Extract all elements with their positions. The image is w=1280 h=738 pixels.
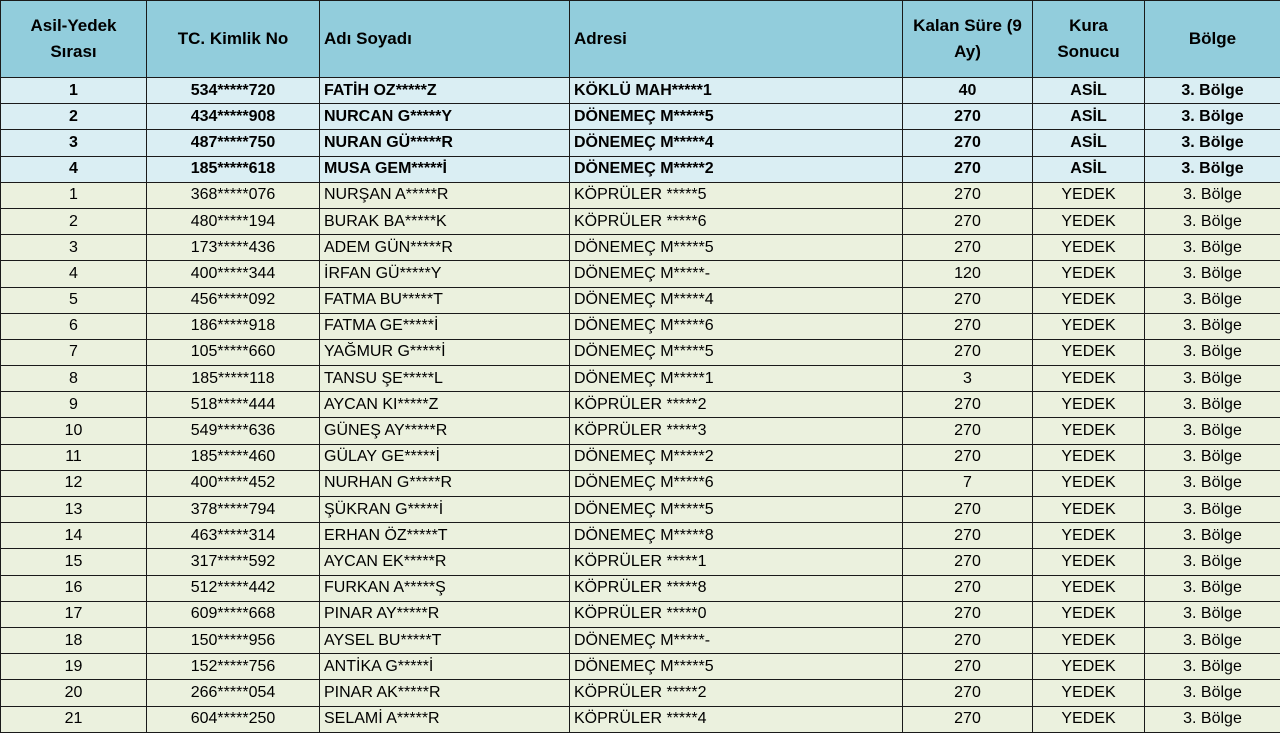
cell-adres: DÖNEMEÇ M*****8	[570, 523, 903, 549]
cell-sira: 16	[1, 575, 147, 601]
cell-tc-kimlik: 105*****660	[147, 339, 320, 365]
cell-kalan-sure: 270	[903, 680, 1033, 706]
cell-kalan-sure: 270	[903, 130, 1033, 156]
cell-kura-sonucu: YEDEK	[1033, 523, 1145, 549]
table-row	[1, 182, 1280, 208]
cell-kura-sonucu: YEDEK	[1033, 470, 1145, 496]
cell-adres: DÖNEMEÇ M*****4	[570, 130, 903, 156]
table-row	[1, 392, 1280, 418]
cell-tc-kimlik: 534*****720	[147, 78, 320, 104]
cell-tc-kimlik: 186*****918	[147, 313, 320, 339]
cell-kalan-sure: 270	[903, 444, 1033, 470]
cell-sira: 8	[1, 366, 147, 392]
cell-ad-soyad: GÜNEŞ AY*****R	[320, 418, 570, 444]
cell-ad-soyad: NURŞAN A*****R	[320, 182, 570, 208]
cell-adres: DÖNEMEÇ M*****5	[570, 497, 903, 523]
cell-tc-kimlik: 463*****314	[147, 523, 320, 549]
cell-tc-kimlik: 185*****460	[147, 444, 320, 470]
cell-tc-kimlik: 604*****250	[147, 706, 320, 732]
cell-sira: 2	[1, 104, 147, 130]
cell-kura-sonucu: YEDEK	[1033, 339, 1145, 365]
cell-sira: 21	[1, 706, 147, 732]
cell-tc-kimlik: 378*****794	[147, 497, 320, 523]
table-row	[1, 470, 1280, 496]
table-row	[1, 654, 1280, 680]
cell-kalan-sure: 270	[903, 287, 1033, 313]
cell-kura-sonucu: YEDEK	[1033, 208, 1145, 234]
cell-kalan-sure: 3	[903, 366, 1033, 392]
header-row	[1, 1, 1280, 78]
cell-tc-kimlik: 150*****956	[147, 627, 320, 653]
cell-ad-soyad: GÜLAY GE*****İ	[320, 444, 570, 470]
table-row	[1, 78, 1280, 104]
header-tc-kimlik: TC. Kimlik No	[147, 1, 320, 78]
cell-ad-soyad: ERHAN ÖZ*****T	[320, 523, 570, 549]
cell-adres: DÖNEMEÇ M*****2	[570, 444, 903, 470]
table-row	[1, 261, 1280, 287]
cell-bolge: 3. Bölge	[1145, 287, 1280, 313]
cell-kura-sonucu: YEDEK	[1033, 235, 1145, 261]
table-row	[1, 444, 1280, 470]
cell-kura-sonucu: YEDEK	[1033, 549, 1145, 575]
cell-adres: DÖNEMEÇ M*****5	[570, 339, 903, 365]
cell-ad-soyad: AYSEL BU*****T	[320, 627, 570, 653]
cell-bolge: 3. Bölge	[1145, 235, 1280, 261]
cell-sira: 18	[1, 627, 147, 653]
cell-tc-kimlik: 609*****668	[147, 601, 320, 627]
cell-sira: 6	[1, 313, 147, 339]
cell-adres: KÖPRÜLER *****8	[570, 575, 903, 601]
table-row	[1, 575, 1280, 601]
cell-sira: 12	[1, 470, 147, 496]
table-body	[1, 78, 1280, 733]
cell-bolge: 3. Bölge	[1145, 497, 1280, 523]
table-row	[1, 156, 1280, 182]
cell-sira: 1	[1, 78, 147, 104]
cell-bolge: 3. Bölge	[1145, 549, 1280, 575]
cell-bolge: 3. Bölge	[1145, 208, 1280, 234]
table-row	[1, 418, 1280, 444]
cell-kura-sonucu: YEDEK	[1033, 182, 1145, 208]
cell-ad-soyad: FATİH OZ*****Z	[320, 78, 570, 104]
cell-ad-soyad: NURHAN G*****R	[320, 470, 570, 496]
cell-adres: KÖPRÜLER *****0	[570, 601, 903, 627]
cell-adres: KÖPRÜLER *****3	[570, 418, 903, 444]
cell-bolge: 3. Bölge	[1145, 627, 1280, 653]
cell-kura-sonucu: YEDEK	[1033, 706, 1145, 732]
cell-kalan-sure: 270	[903, 104, 1033, 130]
table-row	[1, 208, 1280, 234]
cell-sira: 11	[1, 444, 147, 470]
cell-kalan-sure: 270	[903, 627, 1033, 653]
cell-kura-sonucu: YEDEK	[1033, 418, 1145, 444]
cell-bolge: 3. Bölge	[1145, 654, 1280, 680]
cell-ad-soyad: ANTİKA G*****İ	[320, 654, 570, 680]
cell-kalan-sure: 270	[903, 182, 1033, 208]
cell-kura-sonucu: YEDEK	[1033, 366, 1145, 392]
cell-bolge: 3. Bölge	[1145, 418, 1280, 444]
cell-kura-sonucu: ASİL	[1033, 104, 1145, 130]
cell-tc-kimlik: 185*****118	[147, 366, 320, 392]
header-kura-sonucu: Kura Sonucu	[1033, 1, 1145, 78]
cell-sira: 17	[1, 601, 147, 627]
cell-bolge: 3. Bölge	[1145, 601, 1280, 627]
cell-tc-kimlik: 400*****452	[147, 470, 320, 496]
table-row	[1, 706, 1280, 732]
cell-kalan-sure: 270	[903, 235, 1033, 261]
cell-adres: DÖNEMEÇ M*****5	[570, 104, 903, 130]
cell-adres: DÖNEMEÇ M*****6	[570, 313, 903, 339]
cell-tc-kimlik: 512*****442	[147, 575, 320, 601]
cell-kura-sonucu: YEDEK	[1033, 444, 1145, 470]
cell-tc-kimlik: 266*****054	[147, 680, 320, 706]
table-row	[1, 339, 1280, 365]
cell-kura-sonucu: YEDEK	[1033, 313, 1145, 339]
cell-adres: KÖPRÜLER *****6	[570, 208, 903, 234]
cell-ad-soyad: BURAK BA*****K	[320, 208, 570, 234]
header-kalan-sure: Kalan Süre (9 Ay)	[903, 1, 1033, 78]
table-row	[1, 366, 1280, 392]
cell-sira: 15	[1, 549, 147, 575]
table-row	[1, 104, 1280, 130]
header-adres: Adresi	[570, 1, 903, 78]
cell-adres: DÖNEMEÇ M*****6	[570, 470, 903, 496]
cell-adres: KÖPRÜLER *****1	[570, 549, 903, 575]
cell-kalan-sure: 270	[903, 156, 1033, 182]
cell-kalan-sure: 270	[903, 523, 1033, 549]
cell-ad-soyad: MUSA GEM*****İ	[320, 156, 570, 182]
header-sira: Asil-Yedek Sırası	[1, 1, 147, 78]
table-row	[1, 680, 1280, 706]
cell-kura-sonucu: YEDEK	[1033, 497, 1145, 523]
cell-tc-kimlik: 480*****194	[147, 208, 320, 234]
cell-bolge: 3. Bölge	[1145, 575, 1280, 601]
cell-kura-sonucu: YEDEK	[1033, 680, 1145, 706]
cell-bolge: 3. Bölge	[1145, 313, 1280, 339]
cell-kura-sonucu: YEDEK	[1033, 261, 1145, 287]
cell-kura-sonucu: YEDEK	[1033, 287, 1145, 313]
cell-tc-kimlik: 368*****076	[147, 182, 320, 208]
cell-sira: 13	[1, 497, 147, 523]
cell-bolge: 3. Bölge	[1145, 444, 1280, 470]
cell-kalan-sure: 270	[903, 549, 1033, 575]
cell-ad-soyad: FATMA BU*****T	[320, 287, 570, 313]
cell-ad-soyad: AYCAN KI*****Z	[320, 392, 570, 418]
cell-tc-kimlik: 152*****756	[147, 654, 320, 680]
cell-adres: KÖPRÜLER *****2	[570, 392, 903, 418]
cell-ad-soyad: PINAR AK*****R	[320, 680, 570, 706]
cell-ad-soyad: AYCAN EK*****R	[320, 549, 570, 575]
cell-ad-soyad: NURCAN G*****Y	[320, 104, 570, 130]
cell-ad-soyad: PINAR AY*****R	[320, 601, 570, 627]
cell-sira: 5	[1, 287, 147, 313]
cell-kalan-sure: 270	[903, 418, 1033, 444]
cell-ad-soyad: ADEM GÜN*****R	[320, 235, 570, 261]
cell-sira: 3	[1, 235, 147, 261]
cell-sira: 9	[1, 392, 147, 418]
cell-sira: 1	[1, 182, 147, 208]
cell-bolge: 3. Bölge	[1145, 339, 1280, 365]
cell-adres: KÖPRÜLER *****4	[570, 706, 903, 732]
cell-adres: KÖKLÜ MAH*****1	[570, 78, 903, 104]
cell-bolge: 3. Bölge	[1145, 680, 1280, 706]
cell-ad-soyad: FURKAN A*****Ş	[320, 575, 570, 601]
table-row	[1, 549, 1280, 575]
cell-bolge: 3. Bölge	[1145, 470, 1280, 496]
cell-bolge: 3. Bölge	[1145, 523, 1280, 549]
cell-bolge: 3. Bölge	[1145, 104, 1280, 130]
cell-kalan-sure: 270	[903, 313, 1033, 339]
cell-sira: 14	[1, 523, 147, 549]
cell-bolge: 3. Bölge	[1145, 78, 1280, 104]
cell-tc-kimlik: 518*****444	[147, 392, 320, 418]
cell-sira: 10	[1, 418, 147, 444]
cell-kura-sonucu: YEDEK	[1033, 601, 1145, 627]
cell-adres: DÖNEMEÇ M*****5	[570, 654, 903, 680]
cell-bolge: 3. Bölge	[1145, 706, 1280, 732]
cell-tc-kimlik: 549*****636	[147, 418, 320, 444]
cell-bolge: 3. Bölge	[1145, 392, 1280, 418]
cell-tc-kimlik: 456*****092	[147, 287, 320, 313]
cell-sira: 2	[1, 208, 147, 234]
cell-tc-kimlik: 434*****908	[147, 104, 320, 130]
cell-adres: DÖNEMEÇ M*****-	[570, 261, 903, 287]
cell-adres: DÖNEMEÇ M*****2	[570, 156, 903, 182]
cell-kalan-sure: 120	[903, 261, 1033, 287]
cell-kura-sonucu: ASİL	[1033, 78, 1145, 104]
cell-adres: DÖNEMEÇ M*****1	[570, 366, 903, 392]
table-row	[1, 313, 1280, 339]
cell-bolge: 3. Bölge	[1145, 366, 1280, 392]
cell-tc-kimlik: 317*****592	[147, 549, 320, 575]
cell-kura-sonucu: YEDEK	[1033, 627, 1145, 653]
cell-kalan-sure: 270	[903, 497, 1033, 523]
cell-bolge: 3. Bölge	[1145, 182, 1280, 208]
cell-kalan-sure: 7	[903, 470, 1033, 496]
cell-sira: 3	[1, 130, 147, 156]
cell-ad-soyad: ŞÜKRAN G*****İ	[320, 497, 570, 523]
cell-ad-soyad: YAĞMUR G*****İ	[320, 339, 570, 365]
cell-kalan-sure: 270	[903, 339, 1033, 365]
cell-kalan-sure: 270	[903, 575, 1033, 601]
cell-kura-sonucu: ASİL	[1033, 130, 1145, 156]
cell-sira: 19	[1, 654, 147, 680]
cell-bolge: 3. Bölge	[1145, 130, 1280, 156]
cell-adres: DÖNEMEÇ M*****5	[570, 235, 903, 261]
table-row	[1, 627, 1280, 653]
header-bolge: Bölge	[1145, 1, 1280, 78]
table-row	[1, 235, 1280, 261]
cell-kura-sonucu: YEDEK	[1033, 654, 1145, 680]
table-header	[1, 1, 1280, 78]
cell-sira: 7	[1, 339, 147, 365]
cell-kalan-sure: 270	[903, 601, 1033, 627]
cell-adres: DÖNEMEÇ M*****-	[570, 627, 903, 653]
table-row	[1, 130, 1280, 156]
cell-kalan-sure: 270	[903, 392, 1033, 418]
cell-adres: DÖNEMEÇ M*****4	[570, 287, 903, 313]
cell-adres: KÖPRÜLER *****5	[570, 182, 903, 208]
cell-ad-soyad: İRFAN GÜ*****Y	[320, 261, 570, 287]
cell-kalan-sure: 40	[903, 78, 1033, 104]
cell-ad-soyad: SELAMİ A*****R	[320, 706, 570, 732]
cell-sira: 4	[1, 261, 147, 287]
cell-ad-soyad: FATMA GE*****İ	[320, 313, 570, 339]
cell-kura-sonucu: ASİL	[1033, 156, 1145, 182]
cell-tc-kimlik: 185*****618	[147, 156, 320, 182]
header-ad-soyad: Adı Soyadı	[320, 1, 570, 78]
cell-kalan-sure: 270	[903, 208, 1033, 234]
cell-kalan-sure: 270	[903, 654, 1033, 680]
cell-kura-sonucu: YEDEK	[1033, 392, 1145, 418]
table-row	[1, 601, 1280, 627]
cell-tc-kimlik: 173*****436	[147, 235, 320, 261]
cell-bolge: 3. Bölge	[1145, 261, 1280, 287]
cell-ad-soyad: TANSU ŞE*****L	[320, 366, 570, 392]
cell-ad-soyad: NURAN GÜ*****R	[320, 130, 570, 156]
cell-bolge: 3. Bölge	[1145, 156, 1280, 182]
cell-tc-kimlik: 400*****344	[147, 261, 320, 287]
cell-kalan-sure: 270	[903, 706, 1033, 732]
cell-tc-kimlik: 487*****750	[147, 130, 320, 156]
table-row	[1, 287, 1280, 313]
cell-kura-sonucu: YEDEK	[1033, 575, 1145, 601]
cell-sira: 4	[1, 156, 147, 182]
cell-adres: KÖPRÜLER *****2	[570, 680, 903, 706]
table-row	[1, 523, 1280, 549]
table-row	[1, 497, 1280, 523]
cell-sira: 20	[1, 680, 147, 706]
